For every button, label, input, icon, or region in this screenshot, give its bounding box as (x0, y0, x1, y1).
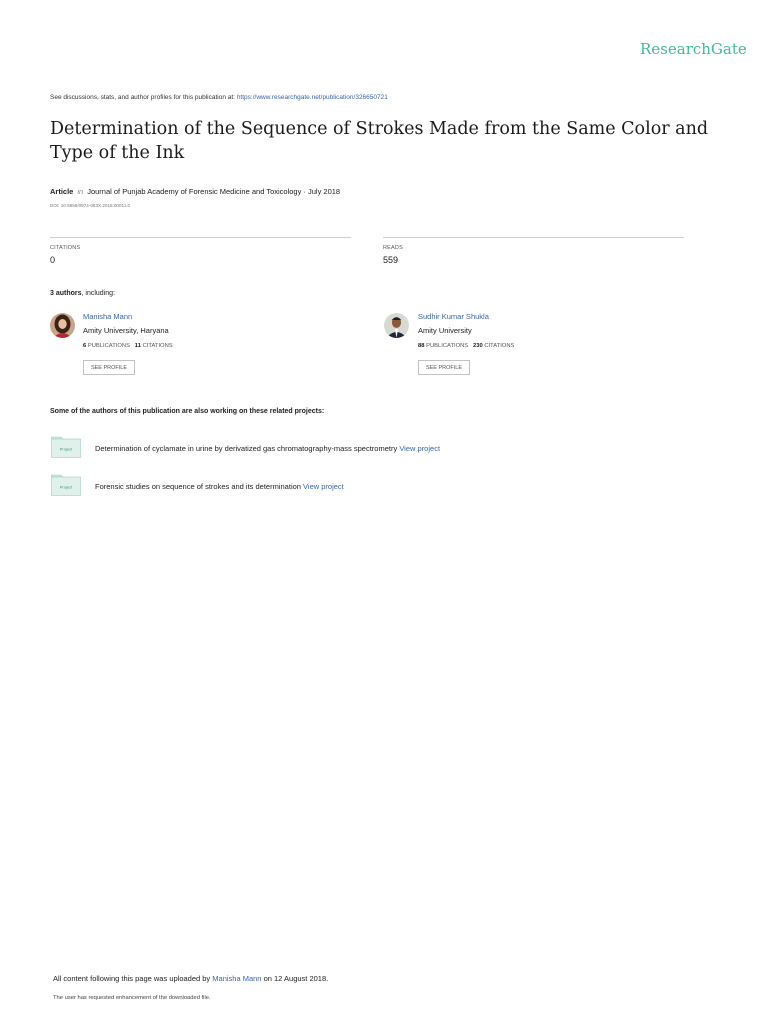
avatar-photo-icon (50, 313, 75, 338)
upload-prefix: All content following this page was uploaded by (53, 974, 211, 983)
folder-label: Project (59, 484, 73, 490)
author-name-link[interactable]: Sudhir Kumar Shukla (418, 312, 489, 321)
author-citations-count: 230 (473, 343, 483, 349)
author-stats (418, 343, 514, 349)
upload-date: on 12 August 2018. (263, 974, 329, 983)
author-citations-label: CITATIONS (484, 343, 515, 349)
article-in: in (77, 187, 84, 196)
folder-icon (51, 436, 81, 458)
folder-label: Project (59, 446, 73, 452)
enhancement-note: The user has requested enhancement of the downloaded file. (53, 995, 211, 1001)
avatar-photo-icon (384, 313, 409, 338)
author-affiliation: Amity University, Haryana (83, 326, 169, 335)
see-profile-button[interactable]: SEE PROFILE (418, 360, 470, 375)
authors-header (50, 290, 115, 297)
journal-name: Journal of Punjab Academy of Forensic Medicine and Toxicology · July 2018 (87, 187, 341, 196)
project-item (95, 444, 440, 453)
see-profile-button[interactable]: SEE PROFILE (83, 360, 135, 375)
author-name-link[interactable]: Manisha Mann (83, 312, 133, 321)
citations-count: 0 (50, 255, 56, 265)
researchgate-logo[interactable]: ResearchGate (640, 40, 747, 58)
upload-note (53, 974, 328, 983)
folder-icon (51, 474, 81, 496)
doi-text: DOI: 10.5958/0974-083X.2018.00011.0 (50, 203, 131, 208)
view-project-link[interactable]: View project (303, 482, 344, 491)
publications-label: PUBLICATIONS (87, 343, 130, 349)
publications-count: 6 (83, 343, 87, 349)
article-meta (50, 187, 340, 196)
project-item (95, 482, 344, 491)
authors-suffix: , including: (81, 290, 115, 297)
project-title: Determination of cyclamate in urine by derivatized gas chromatography-mass spectrometry (95, 444, 398, 453)
related-projects-header: Some of the authors of this publication are also working on these related projects: (50, 408, 325, 415)
author-citations-label: CITATIONS (142, 343, 173, 349)
citations-divider (50, 237, 351, 238)
publication-title: Determination of the Sequence of Strokes Made from the Same Color and Type of the Ink (50, 119, 709, 163)
authors-count: 3 authors (50, 290, 82, 297)
see-discussions-line (50, 94, 388, 101)
author-citations-count: 11 (134, 343, 141, 349)
reads-label: READS (383, 245, 403, 251)
author-stats (83, 343, 173, 349)
author-avatar-manisha-mann[interactable] (50, 313, 75, 338)
reads-count: 559 (383, 255, 399, 265)
publication-url-link[interactable]: https://www.researchgate.net/publication/326650721 (236, 94, 388, 101)
see-discussions-text: See discussions, stats, and author profiles for this publication at: (50, 94, 235, 101)
publications-count: 88 (418, 343, 425, 349)
uploader-link[interactable]: Manisha Mann (212, 974, 262, 983)
citations-label: CITATIONS (50, 245, 81, 251)
author-avatar-sudhir-kumar-shukla[interactable] (384, 313, 409, 338)
reads-divider (383, 237, 684, 238)
author-affiliation: Amity University (418, 326, 472, 335)
view-project-link[interactable]: View project (399, 444, 441, 453)
publications-label: PUBLICATIONS (426, 343, 469, 349)
project-title: Forensic studies on sequence of strokes and its determination (95, 482, 301, 491)
article-type: Article (50, 187, 74, 196)
